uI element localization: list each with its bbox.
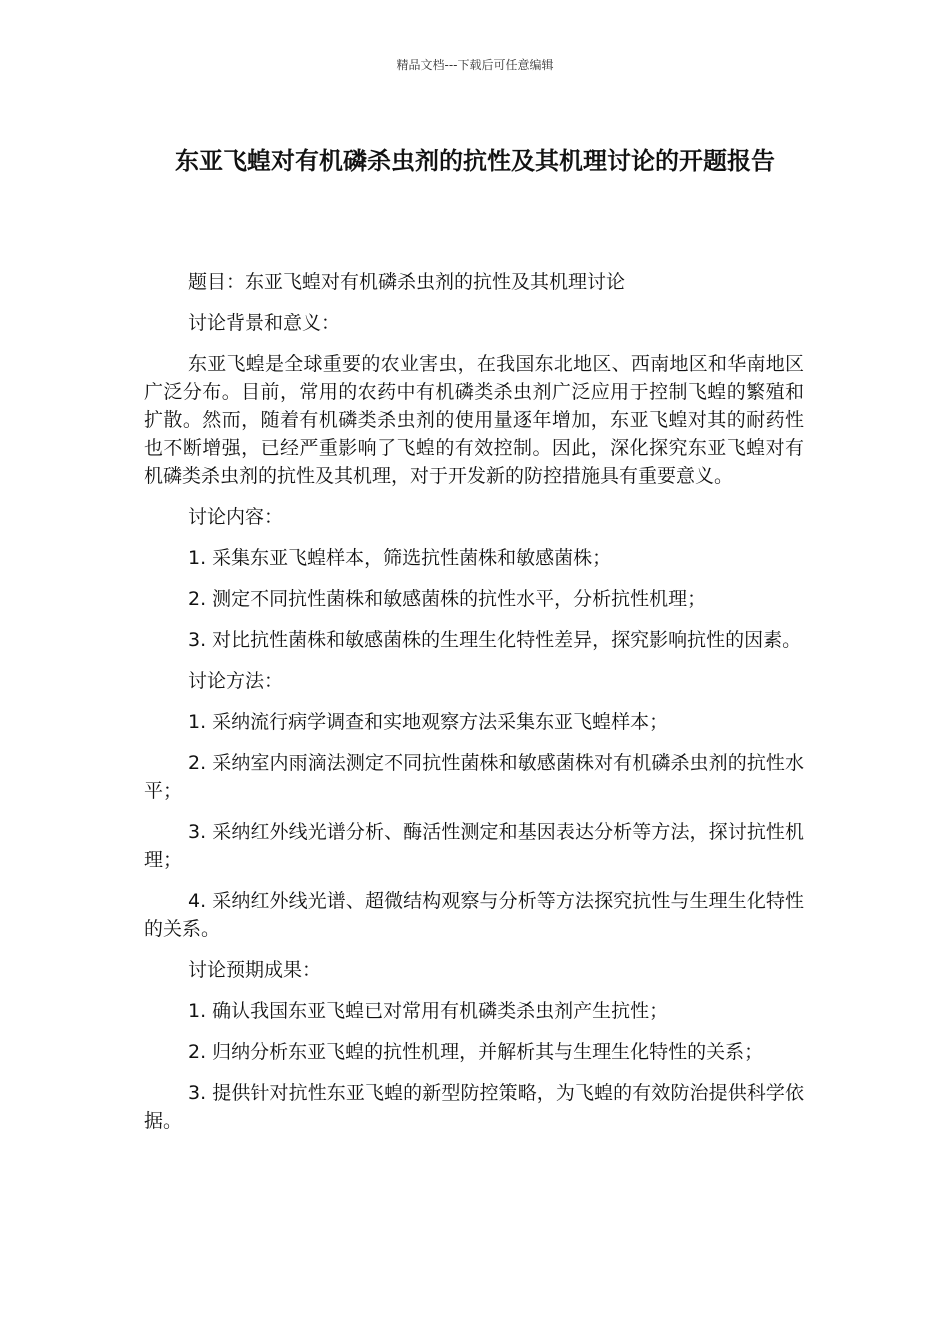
section-heading-outcomes: 讨论预期成果： — [188, 959, 322, 981]
section-heading-content: 讨论内容： — [188, 506, 284, 528]
list-item-content-2: 2. 测定不同抗性菌株和敏感菌株的抗性水平，分析抗性机理； — [188, 588, 707, 610]
section-heading-methods: 讨论方法： — [188, 670, 284, 692]
list-item-content-1: 1. 采集东亚飞蝗样本，筛选抗性菌株和敏感菌株； — [188, 547, 612, 569]
list-item-content-3: 3. 对比抗性菌株和敏感菌株的生理生化特性差异，探究影响抗性的因素。 — [188, 629, 802, 651]
section-heading-background: 讨论背景和意义： — [188, 312, 341, 334]
page-header-note: 精品文档---下载后可任意编辑 — [396, 58, 554, 72]
list-item-outcome-3: 3. 提供针对抗性东亚飞蝗的新型防控策略，为飞蝗的有效防治提供科学依据。 — [144, 1082, 804, 1132]
paragraph-background: 东亚飞蝗是全球重要的农业害虫，在我国东北地区、西南地区和华南地区广泛分布。目前，常用的农药中有机磷类杀虫剂广泛应用于控制飞蝗的繁殖和扩散。然而，随着有机磷类杀虫剂的使用量逐年增加，东亚飞蝗对其的耐药性也不断增强，已经严重影响了飞蝗的有效控制。因此，深化探究东亚飞蝗对有机磷类杀虫剂的抗性及其机理，对于开发新的防控措施具有重要意义。 — [144, 353, 804, 487]
paragraph-topic: 题目：东亚飞蝗对有机磷杀虫剂的抗性及其机理讨论 — [188, 271, 626, 293]
list-item-method-2: 2. 采纳室内雨滴法测定不同抗性菌株和敏感菌株对有机磷杀虫剂的抗性水平； — [144, 752, 804, 802]
document-body — [144, 268, 804, 1148]
document-title: 东亚飞蝗对有机磷杀虫剂的抗性及其机理讨论的开题报告 — [175, 147, 775, 175]
list-item-method-1: 1. 采纳流行病学调查和实地观察方法采集东亚飞蝗样本； — [188, 711, 669, 733]
list-item-method-3: 3. 采纳红外线光谱分析、酶活性测定和基因表达分析等方法，探讨抗性机理； — [144, 821, 804, 871]
list-item-method-4: 4. 采纳红外线光谱、超微结构观察与分析等方法探究抗性与生理生化特性的关系。 — [144, 890, 804, 940]
list-item-outcome-2: 2. 归纳分析东亚飞蝗的抗性机理，并解析其与生理生化特性的关系； — [188, 1041, 764, 1063]
list-item-outcome-1: 1. 确认我国东亚飞蝗已对常用有机磷类杀虫剂产生抗性； — [188, 1000, 669, 1022]
